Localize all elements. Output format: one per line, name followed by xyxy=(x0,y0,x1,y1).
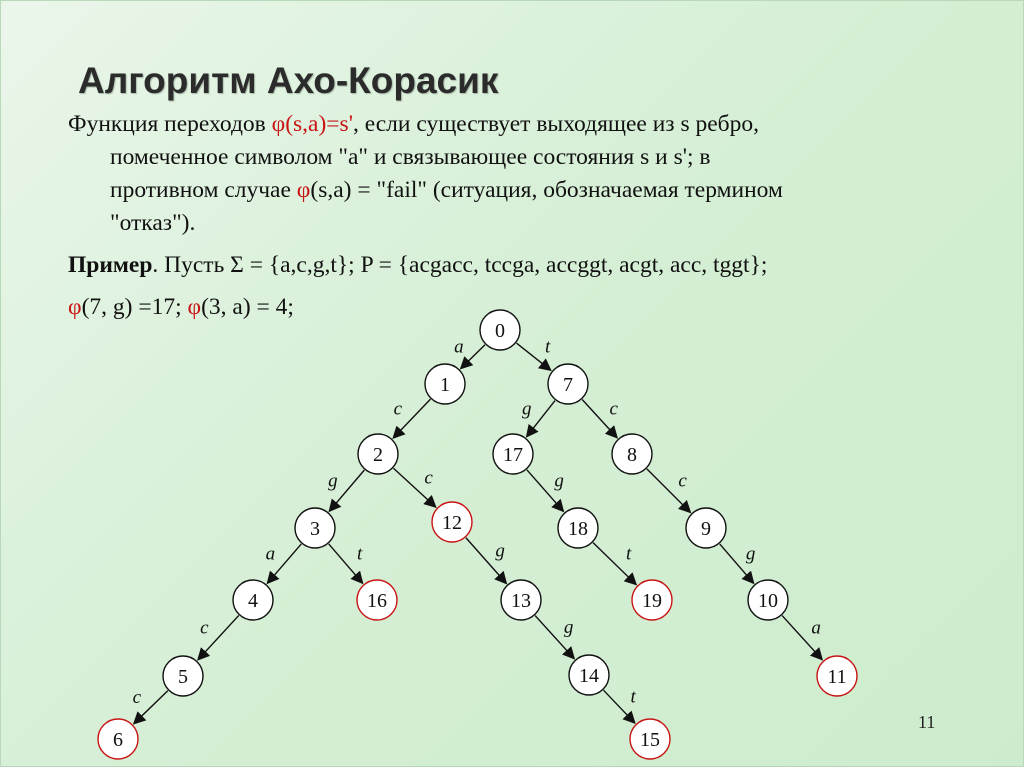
edge-label-2-3: g xyxy=(328,470,338,492)
state-label: 8 xyxy=(627,444,637,466)
state-label: 3 xyxy=(310,518,320,540)
edge-label-3-16: t xyxy=(357,543,363,565)
edge-label-13-14: g xyxy=(563,617,574,639)
state-node-14 xyxy=(569,655,609,695)
state-node-4 xyxy=(233,580,273,620)
state-node-13 xyxy=(501,580,541,620)
edge-label-3-4: a xyxy=(265,543,276,565)
edge-label-1-2: c xyxy=(393,398,403,420)
state-node-18 xyxy=(558,508,598,548)
state-label: 15 xyxy=(640,729,660,751)
state-label: 17 xyxy=(503,444,523,466)
state-label: 10 xyxy=(758,590,778,612)
edge-label-10-11: a xyxy=(811,617,821,639)
edge-label-7-8: c xyxy=(609,398,618,420)
phi-symbol: φ xyxy=(296,177,311,203)
state-label: 18 xyxy=(568,518,588,540)
edge-label-8-9: c xyxy=(678,470,687,492)
transition-function-notation: φ(s,a)=s' xyxy=(271,111,353,137)
state-node-19 xyxy=(632,580,672,620)
edge-0-1 xyxy=(461,345,485,369)
state-label: 16 xyxy=(367,590,387,612)
edge-label-2-12: c xyxy=(424,467,433,489)
edge-label-12-13: g xyxy=(495,540,505,562)
state-node-6 xyxy=(98,719,138,759)
definition-line-2: помеченное символом "a" и связывающее состояния s и s'; в xyxy=(110,144,711,170)
state-label: 13 xyxy=(511,590,531,612)
state-label: 19 xyxy=(642,590,662,612)
state-label: 6 xyxy=(113,729,123,751)
state-label: 12 xyxy=(442,512,462,534)
edge-label-17-18: g xyxy=(554,470,564,492)
fail-definition: (s,a) = "fail" (ситуация, обозначаемая термином xyxy=(310,177,783,203)
edge-label-14-15: t xyxy=(630,686,636,708)
state-node-2 xyxy=(358,434,398,474)
edge-label-0-1: a xyxy=(454,336,464,358)
state-node-16 xyxy=(357,580,397,620)
edge-label-0-7: t xyxy=(544,336,551,358)
state-node-12 xyxy=(432,502,472,542)
state-node-9 xyxy=(686,508,726,548)
state-label: 7 xyxy=(563,374,573,396)
page-number: 11 xyxy=(918,712,936,732)
state-node-1 xyxy=(425,364,465,404)
state-node-11 xyxy=(817,656,857,696)
definition-prefix: Функция переходов xyxy=(68,111,272,137)
state-label: 2 xyxy=(373,444,383,466)
otherwise-prefix: противном случае xyxy=(110,177,297,203)
edge-label-5-6: c xyxy=(132,687,142,709)
state-node-5 xyxy=(163,656,203,696)
state-node-0 xyxy=(480,310,520,350)
state-label: 1 xyxy=(440,374,450,396)
state-label: 14 xyxy=(579,665,599,687)
state-label: 9 xyxy=(701,518,711,540)
state-node-15 xyxy=(630,719,670,759)
definition-line-4: "отказ"). xyxy=(110,210,196,236)
state-label: 5 xyxy=(178,666,188,688)
phi-expression-1: (7, g) =17; xyxy=(81,294,188,320)
example-sets: . Пусть Σ = {a,c,g,t}; P = {acgacc, tccga, accggt, acgt, acc, tggt}; xyxy=(152,252,768,278)
edge-label-7-17: g xyxy=(522,398,532,420)
state-node-7 xyxy=(548,364,588,404)
state-label: 11 xyxy=(827,666,847,688)
state-node-10 xyxy=(748,580,788,620)
phi-symbol-2: φ xyxy=(187,294,202,320)
state-node-3 xyxy=(295,508,335,548)
edge-label-18-19: t xyxy=(626,543,632,565)
state-node-17 xyxy=(493,434,533,474)
state-label: 0 xyxy=(495,320,505,342)
edge-label-9-10: g xyxy=(745,543,756,565)
edge-label-4-5: c xyxy=(200,617,209,639)
state-node-8 xyxy=(612,434,652,474)
state-label: 4 xyxy=(248,590,258,612)
example-label: Пример xyxy=(68,252,153,278)
slide-title: Алгоритм Ахо-Корасик xyxy=(78,60,499,101)
definition-condition: , если существует выходящее из s ребро, xyxy=(352,111,759,137)
phi-symbol-1: φ xyxy=(68,294,82,320)
phi-expression-2: (3, a) = 4; xyxy=(201,294,294,320)
